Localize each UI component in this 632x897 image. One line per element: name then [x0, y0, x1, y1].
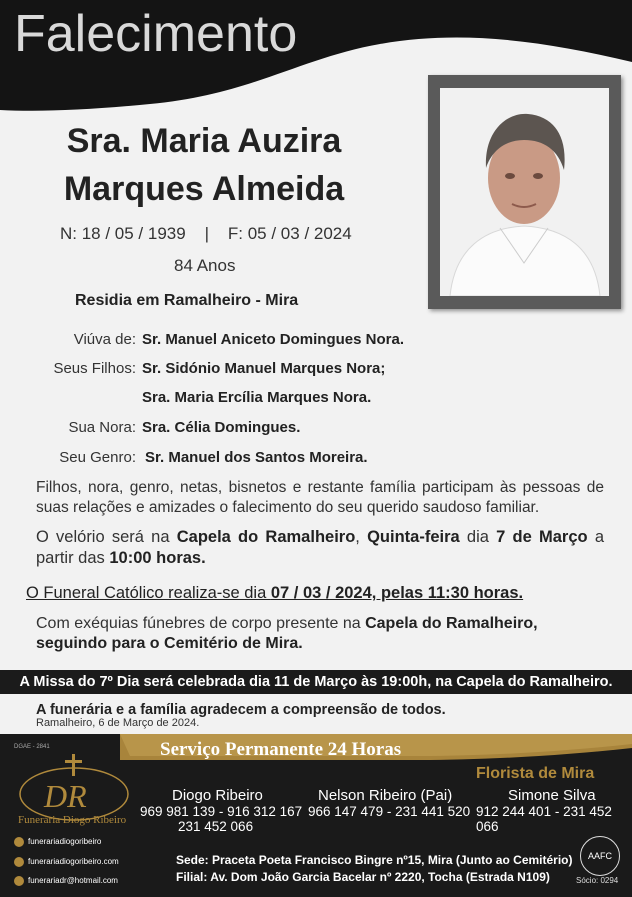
page-title: Falecimento — [14, 5, 298, 63]
place-date: Ramalheiro, 6 de Março de 2024. — [36, 717, 200, 729]
service-banner: Serviço Permanente 24 Horas — [160, 739, 402, 760]
relative-value: Sr. Manuel Aniceto Domingues Nora. — [142, 331, 404, 348]
birth-death-dates: N: 18 / 05 / 1939 | F: 05 / 03 / 2024 — [60, 224, 352, 243]
missa-banner: A Missa do 7º Dia será celebrada dia 11 de Março às 19:00h, na Capela do Ramalheiro. — [0, 670, 632, 694]
dgae-code: DGAE - 2841 — [14, 744, 50, 750]
relative-value: Sr. Manuel dos Santos Moreira. — [145, 449, 368, 466]
logo-initials: DR — [44, 778, 87, 814]
relative-label: Sua Nora: — [68, 419, 136, 436]
member-number: Sócio: 0294 — [576, 876, 619, 885]
addresses: Sede: Praceta Poeta Francisco Bingre nº15, Mira (Junto ao Cemitério) Filial: Av. Dom João Garcia Bacelar nº 2220, Tocha (Estrada N109) — [176, 853, 573, 884]
social-facebook[interactable]: funerariadiogoribeiro — [14, 837, 101, 847]
deceased-name-line2: Marques Almeida — [63, 170, 345, 208]
age: 84 Anos — [174, 256, 236, 275]
funeral-notice: O Funeral Católico realiza-se dia 07 / 03 / 2024, pelas 11:30 horas. — [26, 584, 524, 602]
social-email[interactable]: funerariadr@hotmail.com — [14, 876, 118, 886]
relative-value: Sr. Sidónio Manuel Marques Nora; — [142, 360, 386, 377]
deceased-name-line1: Sra. Maria Auzira — [66, 122, 342, 160]
logo-name: Funerária Diogo Ribeiro — [18, 814, 127, 826]
relative-value: Sra. Célia Domingues. — [142, 419, 301, 436]
residence: Residia em Ramalheiro - Mira — [75, 292, 299, 309]
florista-label: Florista de Mira — [476, 765, 595, 782]
contact-simone: Simone Silva 912 244 401 - 231 452 066 — [476, 787, 612, 834]
relative-value: Sra. Maria Ercília Marques Nora. — [142, 389, 372, 406]
relative-label: Viúva de: — [73, 331, 136, 348]
velorio-paragraph: O velório será na Capela do Ramalheiro, Quinta-feira dia 7 de Março a partir das 10:00 horas. — [36, 528, 604, 567]
portrait-photo — [440, 88, 609, 296]
association-logo-icon: AAFC — [580, 836, 620, 876]
facebook-icon — [14, 837, 24, 847]
globe-icon — [14, 857, 24, 867]
acknowledgement: A funerária e a família agradecem a compreensão de todos. — [36, 702, 446, 718]
email-icon — [14, 876, 24, 886]
contact-nelson: Nelson Ribeiro (Pai) 966 147 479 - 231 441 520 — [308, 787, 471, 819]
contact-diogo: Diogo Ribeiro 969 981 139 - 916 312 167 231 452 066 — [140, 787, 303, 834]
family-paragraph: Filhos, nora, genro, netas, bisnetos e restante família participam às pessoas de suas relações e amizades o falecimento do seu querido saudoso familiar. — [36, 479, 604, 516]
social-website[interactable]: funerariadiogoribeiro.com — [14, 857, 119, 867]
relative-label: Seu Genro: — [59, 449, 136, 466]
exequias-paragraph: Com exéquias fúnebres de corpo presente na Capela do Ramalheiro, seguindo para o Cemitério de Mira. — [36, 615, 538, 652]
relative-label: Seus Filhos: — [53, 360, 136, 377]
